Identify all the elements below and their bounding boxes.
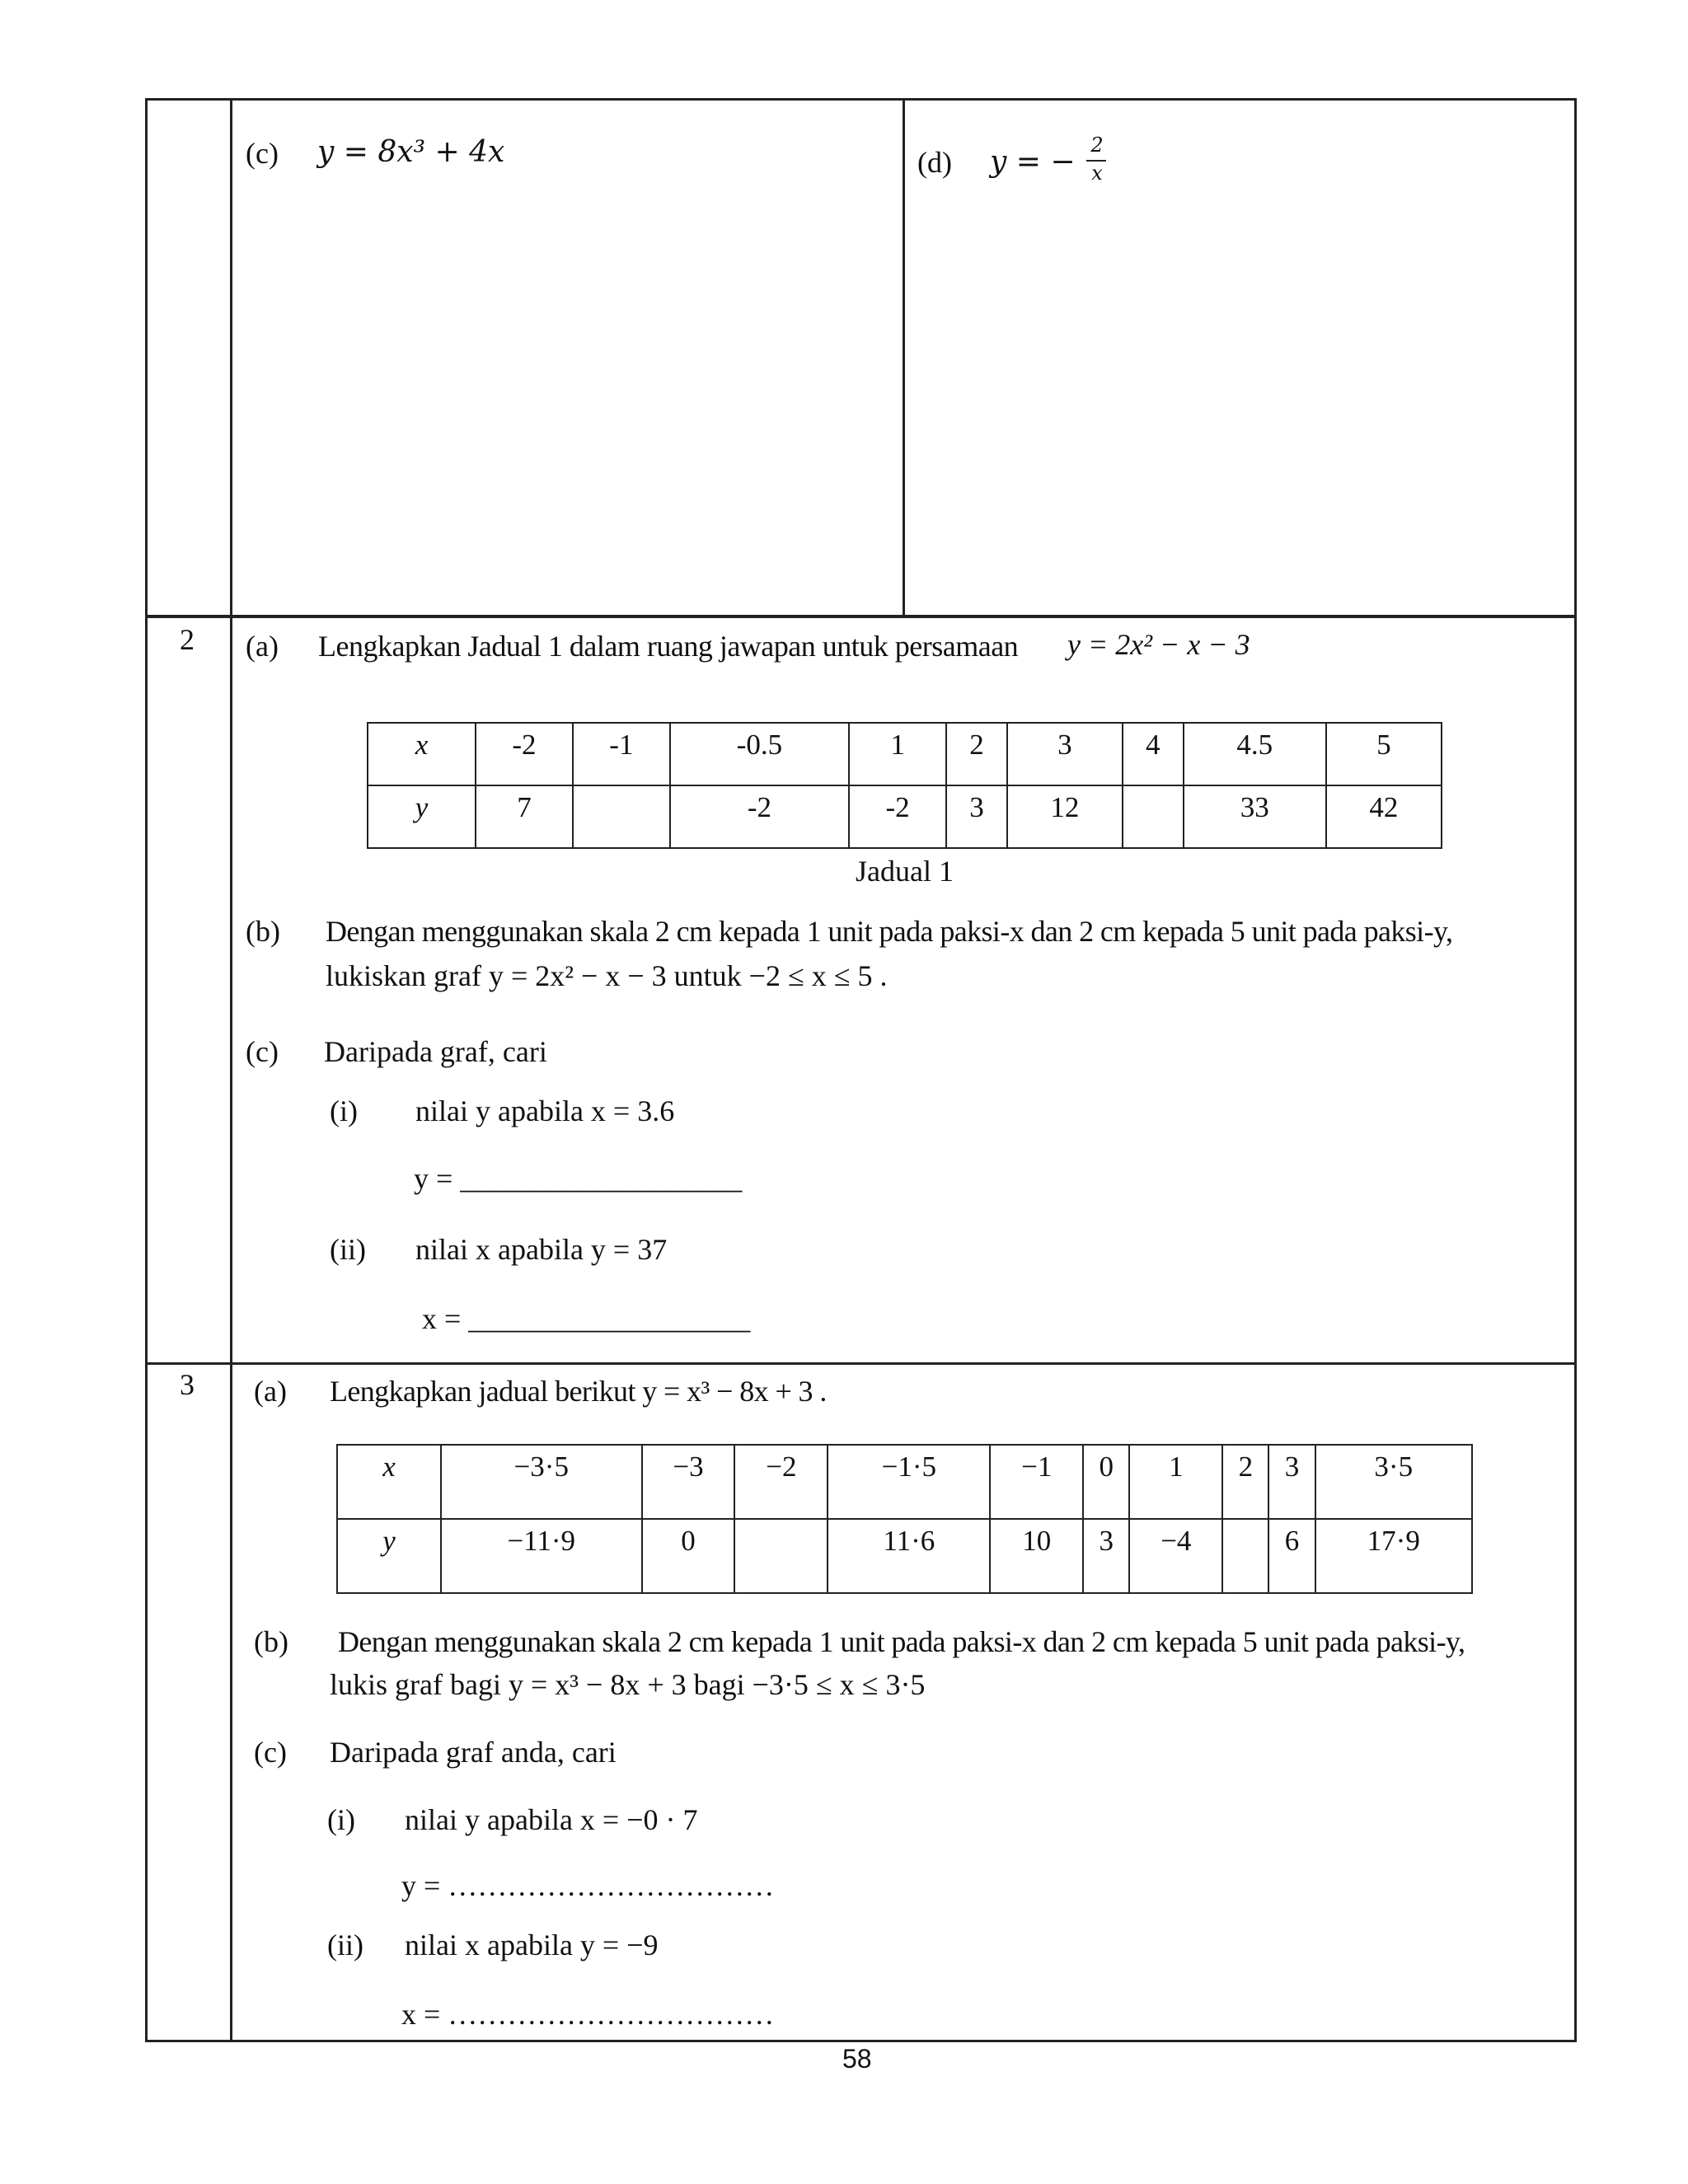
row-divider-q2 (145, 615, 1577, 618)
frame-bottom (145, 2040, 1577, 2042)
q3-cii-label: (ii) (327, 1929, 363, 1961)
frame-top (145, 98, 1576, 101)
q2-table-y-cell: -2 (849, 785, 946, 848)
q3-table-y-cell: 17·9 (1315, 1519, 1472, 1593)
q2-cii-text: nilai x apabila y = 37 (415, 1233, 668, 1266)
q2-table-x-cell: 1 (849, 723, 946, 785)
number-column-divider (230, 98, 232, 2041)
q3-b-label: (b) (254, 1625, 288, 1658)
q2-table-y-cell (1123, 785, 1184, 848)
q2-table-x-header: x (368, 723, 476, 785)
q3-table-y-cell (734, 1519, 828, 1593)
q2-table-y-cell: -2 (670, 785, 849, 848)
q2-number: 2 (180, 623, 195, 656)
q3-cii-text: nilai x apabila y = −9 (405, 1929, 659, 1961)
q3-table-x-cell: −2 (734, 1445, 828, 1519)
q2-a-equation: y = 2x² − x − 3 (1067, 628, 1250, 661)
q3-table-y-header: y (337, 1519, 441, 1593)
top-cell-divider (903, 98, 905, 616)
q2-ci-label: (i) (330, 1094, 358, 1127)
top-d-equation: y = − (990, 145, 1076, 179)
q3-table-y-cell: −11·9 (441, 1519, 642, 1593)
q2-table-x-cell: 5 (1326, 723, 1442, 785)
q3-table-y-cell: 6 (1268, 1519, 1315, 1593)
q2-table-caption: Jadual 1 (856, 855, 954, 888)
q3-c-text: Daripada graf anda, cari (330, 1736, 617, 1769)
q2-table-x-cell: 2 (946, 723, 1007, 785)
q3-table-y-cell: 3 (1083, 1519, 1129, 1593)
q3-ci-label: (i) (327, 1803, 355, 1836)
q2-table-y-cell (573, 785, 670, 848)
q2-table-y-cell: 3 (946, 785, 1007, 848)
q3-table-y-cell (1222, 1519, 1268, 1593)
q2-table-y-header: y (368, 785, 476, 848)
q2-a-label: (a) (246, 630, 279, 663)
q3-table-y-cell: 0 (642, 1519, 735, 1593)
q3-table-y-cell: −4 (1129, 1519, 1222, 1593)
q3-b-line1: Dengan menggunakan skala 2 cm kepada 1 unit pada paksi-x dan 2 cm kepada 5 unit pada paksi-y, (338, 1625, 1465, 1658)
q2-table (367, 722, 1442, 849)
q3-table-x-cell: 3 (1268, 1445, 1315, 1519)
q3-cii-answer: x = …………………………… (401, 1998, 775, 2031)
q2-table-x-cell: -0.5 (670, 723, 849, 785)
q3-c-label: (c) (254, 1736, 287, 1769)
q2-table-x-cell: 4.5 (1184, 723, 1326, 785)
top-d-numerator: 2 (1090, 134, 1104, 157)
q3-table-x-cell: 0 (1083, 1445, 1129, 1519)
top-d-denominator: x (1091, 162, 1103, 185)
q2-table-x-cell: -2 (476, 723, 573, 785)
q3-number: 3 (180, 1368, 195, 1401)
q3-table-x-cell: −3·5 (441, 1445, 642, 1519)
q2-c-text: Daripada graf, cari (324, 1035, 547, 1068)
q2-a-text: Lengkapkan Jadual 1 dalam ruang jawapan untuk persamaan (318, 630, 1019, 663)
q3-table-x-cell: 1 (1129, 1445, 1222, 1519)
top-d-label: (d) (917, 146, 952, 179)
q2-b-line1: Dengan menggunakan skala 2 cm kepada 1 unit pada paksi-x dan 2 cm kepada 5 unit pada paksi-y, (326, 915, 1453, 948)
q3-ci-text: nilai y apabila x = −0 · 7 (405, 1803, 698, 1836)
q3-a-text: Lengkapkan jadual berikut y = x³ − 8x + 3 . (330, 1375, 827, 1408)
q3-ci-answer: y = …………………………… (401, 1869, 775, 1902)
top-c-label: (c) (246, 137, 279, 170)
q2-table-x-cell: 4 (1123, 723, 1184, 785)
frame-left (145, 98, 148, 2041)
q3-a-label: (a) (254, 1375, 287, 1408)
q3-b-line2: lukis graf bagi y = x³ − 8x + 3 bagi −3·5 ≤ x ≤ 3·5 (330, 1668, 926, 1701)
q2-table-x-cell: 3 (1007, 723, 1123, 785)
q3-table-x-cell: 2 (1222, 1445, 1268, 1519)
q3-table-y-cell: 11·6 (828, 1519, 990, 1593)
q2-table-y-cell: 33 (1184, 785, 1326, 848)
q2-ci-answer: y = ___________________ (414, 1162, 743, 1195)
q2-cii-label: (ii) (330, 1233, 366, 1266)
q3-table-x-cell: −1 (990, 1445, 1083, 1519)
top-c-equation: y = 8x³ + 4x (317, 135, 505, 169)
q2-cii-answer: x = ___________________ (422, 1302, 751, 1335)
q2-b-line2: lukiskan graf y = 2x² − x − 3 untuk −2 ≤ x ≤ 5 . (326, 959, 888, 992)
q2-table-x-cell: -1 (573, 723, 670, 785)
frame-right (1574, 98, 1577, 2041)
q2-b-label: (b) (246, 915, 280, 948)
q3-table (336, 1444, 1473, 1594)
q2-table-y-cell: 7 (476, 785, 573, 848)
q3-table-x-cell: 3·5 (1315, 1445, 1472, 1519)
q3-table-y-cell: 10 (990, 1519, 1083, 1593)
page-number: 58 (842, 2044, 872, 2074)
q3-table-x-cell: −1·5 (828, 1445, 990, 1519)
q3-table-x-header: x (337, 1445, 441, 1519)
q2-table-y-cell: 12 (1007, 785, 1123, 848)
row-divider-q3 (145, 1362, 1577, 1365)
q2-table-y-cell: 42 (1326, 785, 1442, 848)
q3-table-x-cell: −3 (642, 1445, 735, 1519)
q2-ci-text: nilai y apabila x = 3.6 (415, 1094, 675, 1127)
q2-c-label: (c) (246, 1035, 279, 1068)
